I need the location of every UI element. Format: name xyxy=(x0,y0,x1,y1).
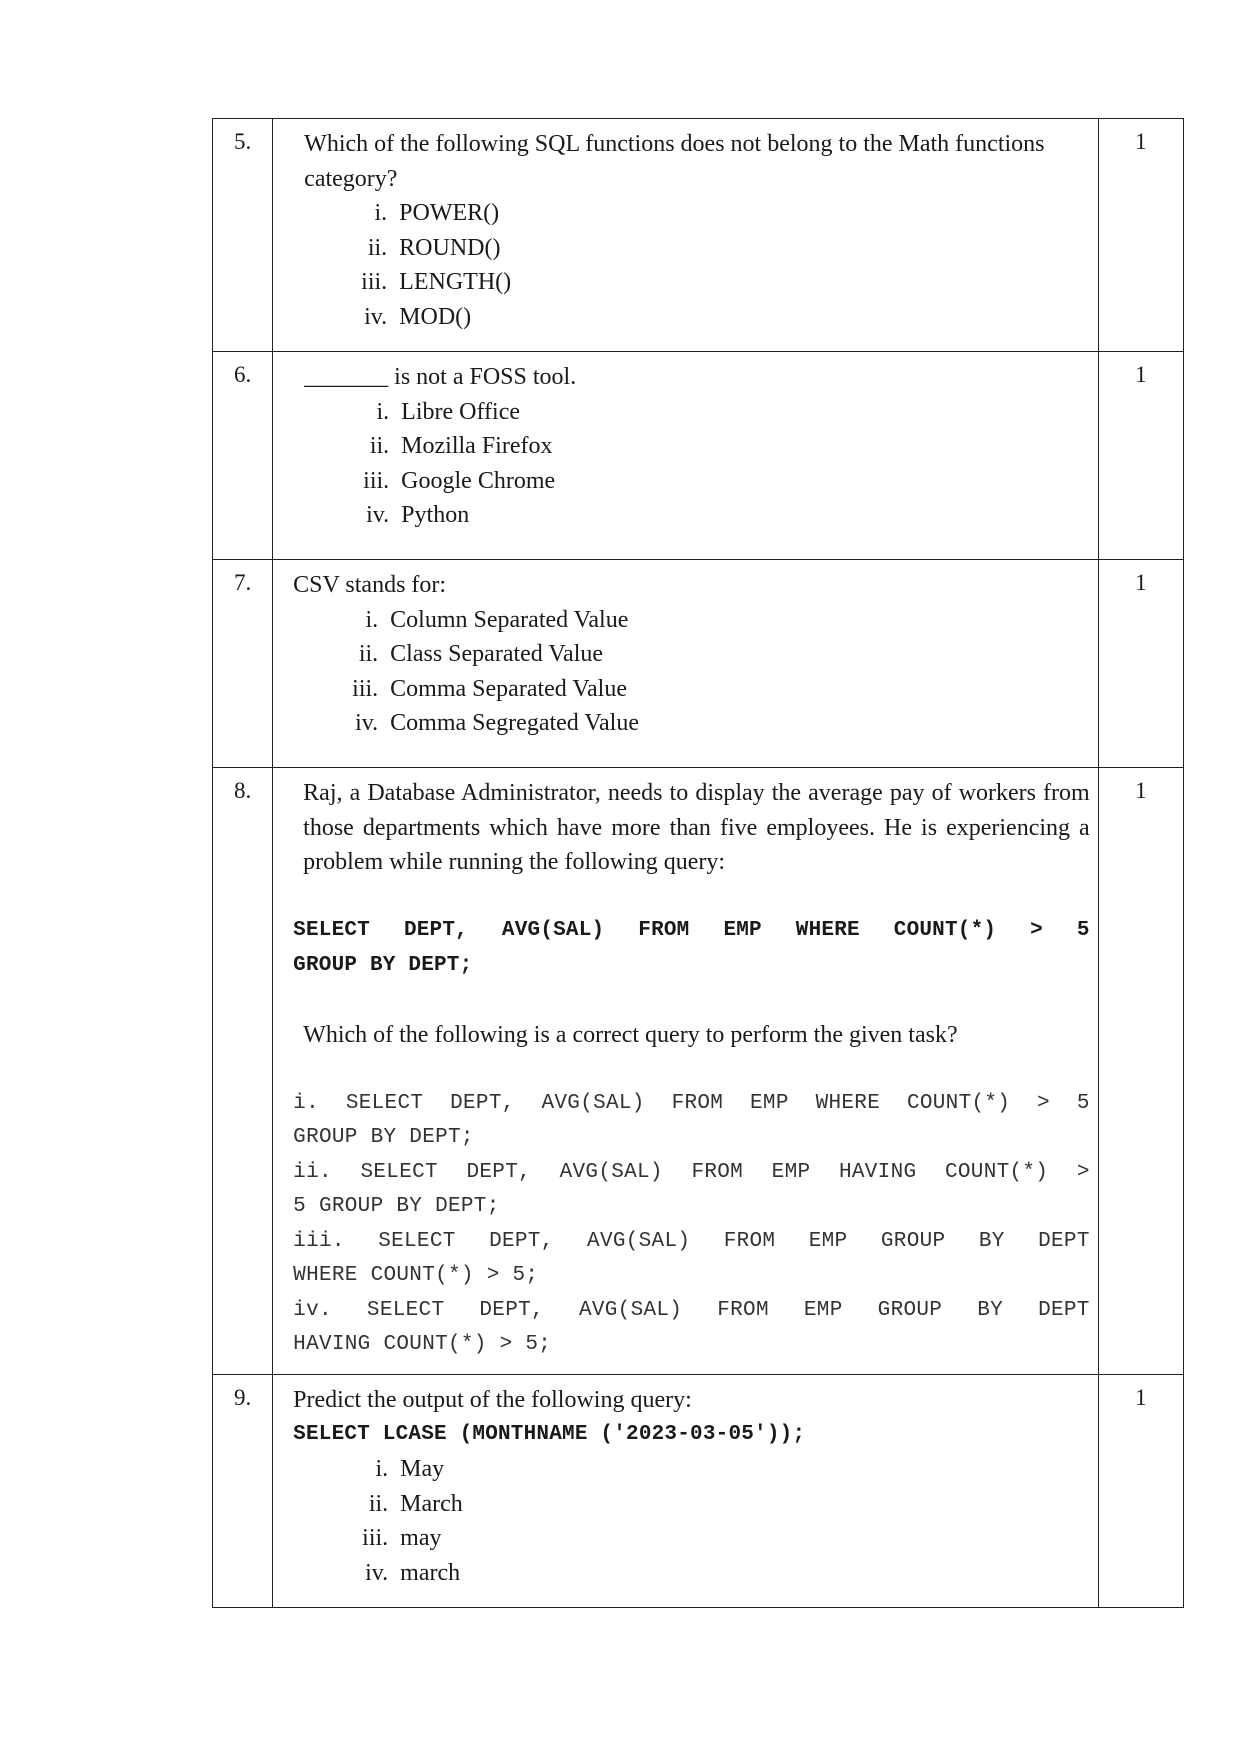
question-body xyxy=(273,560,1099,768)
option-item xyxy=(343,1452,1090,1487)
option-text: ROUND() xyxy=(399,234,501,261)
option-text: POWER() xyxy=(399,200,500,226)
option-text: Class Separated Value xyxy=(390,641,604,667)
option-item xyxy=(333,706,1090,741)
option-number: iv. xyxy=(366,502,390,528)
question-row-8 xyxy=(213,768,1184,1375)
question-row-6 xyxy=(213,352,1184,560)
option-number: iii. xyxy=(352,675,379,702)
option-line: ii. SELECT DEPT, AVG(SAL) FROM EMP HAVING COUNT(*) > xyxy=(293,1160,1090,1184)
question-text: Which of the following SQL functions does not belong to the Math functions category? xyxy=(304,131,1045,192)
option-item xyxy=(343,1556,1090,1591)
option-item xyxy=(342,265,1090,300)
option-number: i. xyxy=(375,1456,389,1482)
option-item xyxy=(344,395,1090,430)
query-line: SELECT DEPT, AVG(SAL) FROM EMP WHERE COUNT(*) > 5 xyxy=(293,919,1090,942)
option-line: iii. SELECT DEPT, AVG(SAL) FROM EMP GROUP BY DEPT xyxy=(293,1229,1090,1253)
question-text: Predict the output of the following query: xyxy=(293,1387,692,1413)
question-number: 9. xyxy=(213,1375,273,1608)
option-text: MOD() xyxy=(399,303,472,330)
question-text: Raj, a Database Administrator, needs to display the average pay of workers from those departments which have more than five employees. He is experiencing a problem while running the following query: xyxy=(303,780,1090,875)
option-text: march xyxy=(400,1559,461,1586)
option-line: 5 GROUP BY DEPT; xyxy=(293,1195,500,1218)
option-number: ii. xyxy=(369,433,390,459)
question-number: 7. xyxy=(213,560,273,768)
question-marks: 1 xyxy=(1098,1375,1183,1608)
option-item xyxy=(342,196,1090,231)
option-text: Column Separated Value xyxy=(390,606,629,633)
option-text: LENGTH() xyxy=(399,269,512,295)
option-text: Libre Office xyxy=(401,398,520,425)
question-number: 5. xyxy=(213,119,273,352)
option-text: Google Chrome xyxy=(401,467,556,494)
question-row-9 xyxy=(213,1375,1184,1608)
option-item xyxy=(342,231,1090,266)
question-number: 6. xyxy=(213,352,273,560)
option-text: May xyxy=(400,1456,445,1482)
question-marks: 1 xyxy=(1098,560,1183,768)
option-line: HAVING COUNT(*) > 5; xyxy=(293,1333,552,1356)
query-line: SELECT LCASE (MONTHNAME ('2023-03-05')); xyxy=(293,1422,806,1446)
option-text: Python xyxy=(401,502,470,528)
option-number: iv. xyxy=(365,1559,389,1586)
option-item xyxy=(344,429,1090,464)
option-item xyxy=(333,672,1090,707)
option-text: March xyxy=(400,1490,463,1517)
option-number: i. xyxy=(376,398,390,425)
options-list xyxy=(344,395,1090,533)
option-number: ii. xyxy=(358,641,379,667)
question-row-5 xyxy=(213,119,1184,352)
option-text: Comma Segregated Value xyxy=(390,710,639,736)
question-body xyxy=(273,1375,1099,1608)
option-number: ii. xyxy=(368,1490,389,1517)
query-line: GROUP BY DEPT; xyxy=(293,953,473,977)
option-item xyxy=(343,1487,1090,1522)
question-text: CSV stands for: xyxy=(293,572,447,598)
option-number: iii. xyxy=(362,1525,389,1551)
option-text: may xyxy=(400,1525,442,1551)
option-number: ii. xyxy=(367,234,388,261)
question-number: 8. xyxy=(213,768,273,1375)
question-text: _______ is not a FOSS tool. xyxy=(304,364,577,390)
option-number: iv. xyxy=(355,710,379,736)
question-marks: 1 xyxy=(1098,352,1183,560)
question-body xyxy=(273,768,1099,1375)
option-text: Mozilla Firefox xyxy=(401,433,553,459)
option-line: iv. SELECT DEPT, AVG(SAL) FROM EMP GROUP BY DEPT xyxy=(293,1298,1090,1322)
option-number: i. xyxy=(365,606,379,633)
question-prompt: Which of the following is a correct query to perform the given task? xyxy=(303,1021,958,1048)
option-item xyxy=(333,603,1090,638)
question-body xyxy=(273,352,1099,560)
option-item xyxy=(333,637,1090,672)
option-item xyxy=(342,300,1090,335)
option-text: Comma Separated Value xyxy=(390,675,627,702)
options-list xyxy=(342,196,1090,334)
question-body xyxy=(273,119,1099,352)
question-marks: 1 xyxy=(1098,119,1183,352)
question-marks: 1 xyxy=(1098,768,1183,1375)
options-list xyxy=(333,603,1090,741)
option-number: iii. xyxy=(361,269,388,295)
option-item xyxy=(344,464,1090,499)
option-line: WHERE COUNT(*) > 5; xyxy=(293,1264,539,1287)
question-row-7 xyxy=(213,560,1184,768)
option-number: iv. xyxy=(364,303,388,330)
option-item xyxy=(343,1521,1090,1556)
option-item xyxy=(344,498,1090,533)
question-table xyxy=(212,118,1184,1608)
faulty-query xyxy=(293,914,1090,983)
query-options xyxy=(293,1087,1090,1363)
option-line: GROUP BY DEPT; xyxy=(293,1126,474,1149)
options-list xyxy=(343,1452,1090,1590)
option-number: i. xyxy=(374,200,388,226)
option-line: i. SELECT DEPT, AVG(SAL) FROM EMP WHERE COUNT(*) > 5 xyxy=(293,1091,1090,1115)
option-number: iii. xyxy=(363,467,390,494)
